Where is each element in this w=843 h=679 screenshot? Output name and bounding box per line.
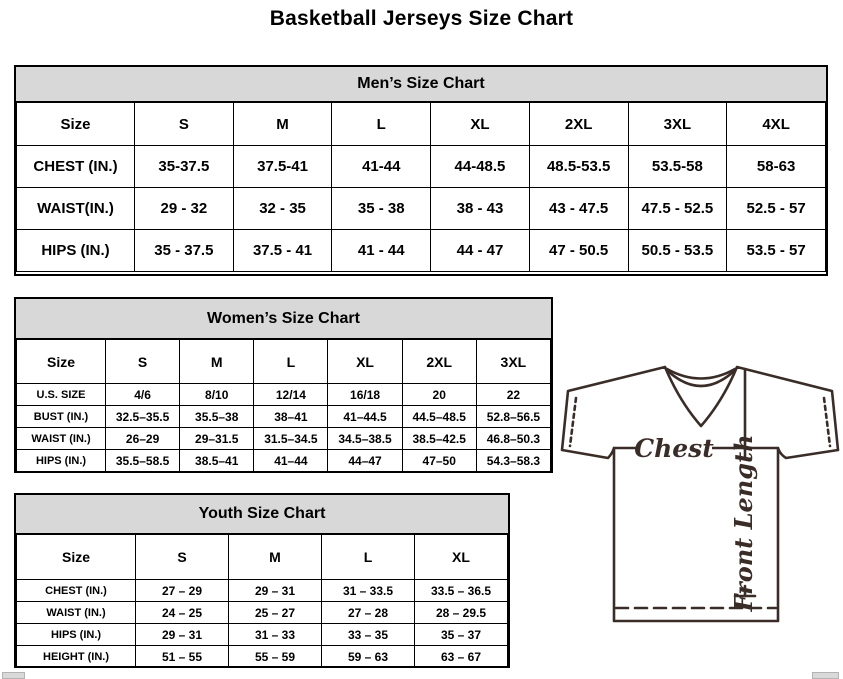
table-row — [17, 146, 826, 188]
right-cuff-dashed-line — [824, 398, 830, 446]
column-header: M — [180, 340, 254, 384]
table-cell: 35 - 37.5 — [135, 230, 234, 272]
table-cell: 52.5 - 57 — [727, 188, 826, 230]
table-cell: 53.5-58 — [628, 146, 727, 188]
table-row — [17, 230, 826, 272]
table-cell: 34.5–38.5 — [328, 428, 402, 450]
youth-table — [16, 534, 508, 668]
table-row — [17, 188, 826, 230]
table-row — [17, 406, 551, 428]
table-cell: 25 – 27 — [229, 602, 322, 624]
table-cell: 53.5 - 57 — [727, 230, 826, 272]
table-cell: 41 - 44 — [332, 230, 431, 272]
chest-label: Chest — [634, 434, 714, 463]
table-cell: 31 – 33.5 — [322, 580, 415, 602]
table-cell: 22 — [476, 384, 550, 406]
table-cell: 63 – 67 — [415, 646, 508, 668]
table-cell: 38.5–42.5 — [402, 428, 476, 450]
table-cell: 38.5–41 — [180, 450, 254, 472]
jersey-measurement-diagram — [556, 360, 843, 660]
table-row — [17, 580, 508, 602]
row-label: HIPS (IN.) — [17, 230, 135, 272]
scrollbar-button-left[interactable] — [2, 672, 25, 679]
column-header: Size — [17, 535, 136, 580]
table-cell: 50.5 - 53.5 — [628, 230, 727, 272]
table-cell: 35 - 38 — [332, 188, 431, 230]
column-header: XL — [415, 535, 508, 580]
mens-table-title: Men’s Size Chart — [16, 67, 826, 102]
row-label: WAIST(IN.) — [17, 188, 135, 230]
row-label: HIPS (IN.) — [17, 624, 136, 646]
table-cell: 26–29 — [106, 428, 180, 450]
table-cell: 32 - 35 — [233, 188, 332, 230]
table-cell: 47–50 — [402, 450, 476, 472]
table-cell: 41-44 — [332, 146, 431, 188]
table-row — [17, 384, 551, 406]
table-cell: 55 – 59 — [229, 646, 322, 668]
table-cell: 28 – 29.5 — [415, 602, 508, 624]
table-cell: 29 - 32 — [135, 188, 234, 230]
table-cell: 44–47 — [328, 450, 402, 472]
page-title: Basketball Jerseys Size Chart — [269, 7, 574, 30]
row-label: WAIST (IN.) — [17, 602, 136, 624]
row-label: BUST (IN.) — [17, 406, 106, 428]
row-label: U.S. SIZE — [17, 384, 106, 406]
table-cell: 8/10 — [180, 384, 254, 406]
table-cell: 44 - 47 — [431, 230, 530, 272]
table-cell: 16/18 — [328, 384, 402, 406]
column-header: Size — [17, 340, 106, 384]
table-cell: 31 – 33 — [229, 624, 322, 646]
column-header: 3XL — [628, 103, 727, 146]
jersey-diagram-svg — [556, 360, 843, 660]
womens-table-title: Women’s Size Chart — [16, 299, 551, 339]
table-cell: 35.5–58.5 — [106, 450, 180, 472]
table-cell: 4/6 — [106, 384, 180, 406]
table-cell: 47.5 - 52.5 — [628, 188, 727, 230]
table-cell: 41–44.5 — [328, 406, 402, 428]
row-label: WAIST (IN.) — [17, 428, 106, 450]
youth-size-chart — [14, 493, 510, 668]
mens-size-chart — [14, 65, 828, 276]
column-header: 4XL — [727, 103, 826, 146]
table-cell: 35-37.5 — [135, 146, 234, 188]
table-cell: 38 - 43 — [431, 188, 530, 230]
front-length-label: Front Length — [729, 434, 758, 612]
column-header: Size — [17, 103, 135, 146]
jersey-outline — [562, 367, 838, 621]
womens-size-chart — [14, 297, 553, 473]
youth-table-title: Youth Size Chart — [16, 495, 508, 534]
womens-table — [16, 339, 551, 472]
table-cell: 29 – 31 — [229, 580, 322, 602]
table-cell: 37.5 - 41 — [233, 230, 332, 272]
table-cell: 58-63 — [727, 146, 826, 188]
table-cell: 51 – 55 — [136, 646, 229, 668]
size-header-row — [17, 535, 508, 580]
table-cell: 35 – 37 — [415, 624, 508, 646]
table-cell: 27 – 28 — [322, 602, 415, 624]
table-cell: 38–41 — [254, 406, 328, 428]
table-cell: 35.5–38 — [180, 406, 254, 428]
column-header: S — [106, 340, 180, 384]
table-cell: 29 – 31 — [136, 624, 229, 646]
column-header: M — [229, 535, 322, 580]
table-cell: 44.5–48.5 — [402, 406, 476, 428]
table-cell: 32.5–35.5 — [106, 406, 180, 428]
table-cell: 12/14 — [254, 384, 328, 406]
row-label: CHEST (IN.) — [17, 146, 135, 188]
table-cell: 43 - 47.5 — [529, 188, 628, 230]
column-header: 3XL — [476, 340, 550, 384]
table-row — [17, 450, 551, 472]
size-header-row — [17, 340, 551, 384]
column-header: M — [233, 103, 332, 146]
table-row — [17, 646, 508, 668]
table-cell: 47 - 50.5 — [529, 230, 628, 272]
table-cell: 52.8–56.5 — [476, 406, 550, 428]
table-cell: 33 – 35 — [322, 624, 415, 646]
table-cell: 31.5–34.5 — [254, 428, 328, 450]
left-cuff-dashed-line — [570, 398, 576, 446]
table-row — [17, 428, 551, 450]
column-header: S — [135, 103, 234, 146]
column-header: L — [332, 103, 431, 146]
table-cell: 46.8–50.3 — [476, 428, 550, 450]
table-row — [17, 602, 508, 624]
size-header-row — [17, 103, 826, 146]
column-header: 2XL — [529, 103, 628, 146]
table-cell: 20 — [402, 384, 476, 406]
table-cell: 48.5-53.5 — [529, 146, 628, 188]
row-label: CHEST (IN.) — [17, 580, 136, 602]
column-header: L — [254, 340, 328, 384]
table-cell: 29–31.5 — [180, 428, 254, 450]
row-label: HEIGHT (IN.) — [17, 646, 136, 668]
scrollbar-button-right[interactable] — [812, 672, 839, 679]
row-label: HIPS (IN.) — [17, 450, 106, 472]
column-header: S — [136, 535, 229, 580]
table-cell: 33.5 – 36.5 — [415, 580, 508, 602]
table-cell: 37.5-41 — [233, 146, 332, 188]
column-header: 2XL — [402, 340, 476, 384]
table-cell: 41–44 — [254, 450, 328, 472]
table-cell: 24 – 25 — [136, 602, 229, 624]
column-header: XL — [328, 340, 402, 384]
table-cell: 54.3–58.3 — [476, 450, 550, 472]
table-cell: 27 – 29 — [136, 580, 229, 602]
column-header: XL — [431, 103, 530, 146]
mens-table — [16, 102, 826, 272]
table-cell: 59 – 63 — [322, 646, 415, 668]
table-row — [17, 624, 508, 646]
table-cell: 44-48.5 — [431, 146, 530, 188]
column-header: L — [322, 535, 415, 580]
